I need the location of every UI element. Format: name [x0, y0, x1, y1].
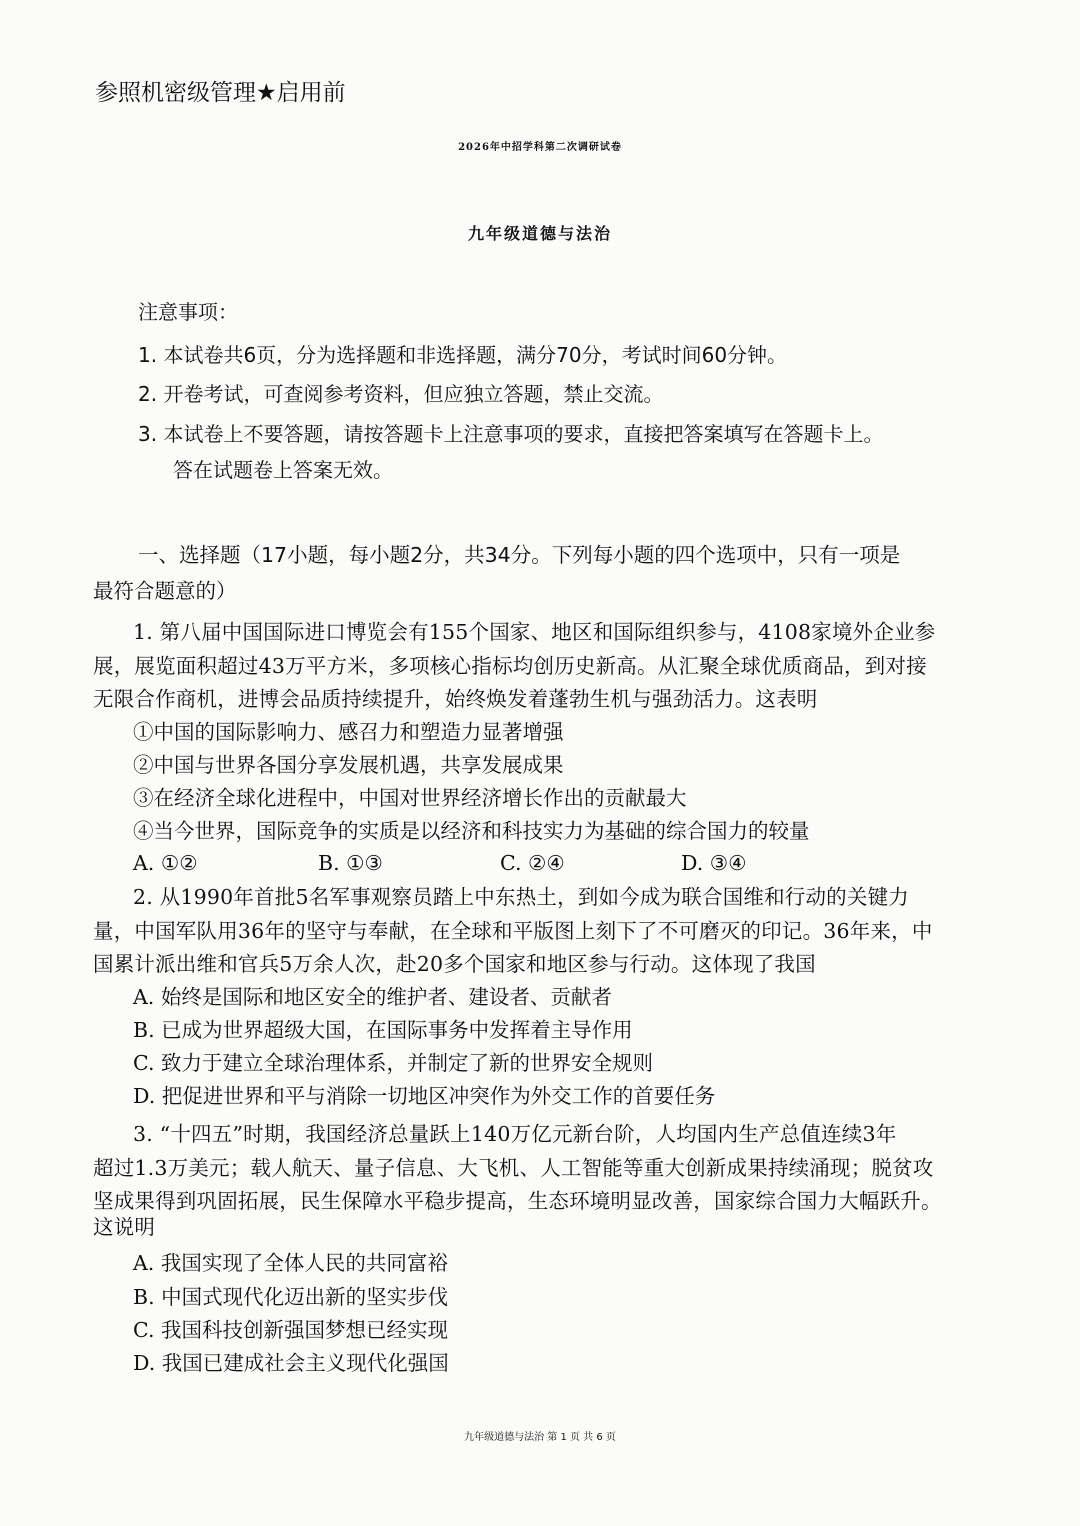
question-1-statement: ②中国与世界各国分享发展机遇，共享发展成果	[133, 753, 564, 777]
question-2-option-a: A. 始终是国际和地区安全的维护者、建设者、贡献者	[133, 985, 612, 1009]
question-1-option-d: D. ③④	[681, 851, 747, 875]
question-3-option-d: D. 我国已建成社会主义现代化强国	[133, 1351, 449, 1375]
question-1-stem: 展，展览面积超过43万平方米，多项核心指标均创历史新高。从汇聚全球优质商品，到对接	[93, 654, 927, 678]
question-3-option-a: A. 我国实现了全体人民的共同富裕	[133, 1251, 448, 1275]
question-2-stem: 国累计派出维和官兵5万余人次，赴20多个国家和地区参与行动。这体现了我国	[93, 952, 816, 976]
notice-item: 2. 开卷考试，可查阅参考资料，但应独立答题，禁止交流。	[138, 382, 664, 406]
question-3-stem: 这说明	[93, 1215, 156, 1239]
question-2-stem: 量，中国军队用36年的坚守与奉献，在全球和平版图上刻下了不可磨灭的印记。36年来，中	[93, 919, 933, 943]
subject-title: 九年级道德与法治	[467, 224, 612, 243]
notice-item: 1. 本试卷共6页，分为选择题和非选择题，满分70分，考试时间60分钟。	[138, 343, 788, 367]
question-2-option-d: D. 把促进世界和平与消除一切地区冲突作为外交工作的首要任务	[133, 1084, 716, 1108]
question-3-stem: 坚成果得到巩固拓展，民生保障水平稳步提高，生态环境明显改善，国家综合国力大幅跃升。	[93, 1189, 942, 1213]
notice-item: 答在试题卷上答案无效。	[173, 458, 393, 482]
question-1-statement: ③在经济全球化进程中，中国对世界经济增长作出的贡献最大	[133, 786, 687, 810]
notice-item: 3. 本试卷上不要答题，请按答题卡上注意事项的要求，直接把答案填写在答题卡上。	[138, 422, 884, 446]
question-3-stem: 超过1.3万美元；载人航天、量子信息、大飞机、人工智能等重大创新成果持续涌现；脱贫攻	[93, 1156, 934, 1180]
notice-heading: 注意事项：	[138, 300, 238, 324]
question-1-option-b: B. ①③	[318, 851, 383, 875]
question-1-option-a: A. ①②	[133, 851, 198, 875]
question-2-option-c: C. 致力于建立全球治理体系，并制定了新的世界安全规则	[133, 1051, 653, 1075]
question-1-stem: 无限合作商机，进博会品质持续提升，始终焕发着蓬勃生机与强劲活力。这表明	[93, 687, 818, 711]
question-3-option-b: B. 中国式现代化迈出新的坚实步伐	[133, 1285, 449, 1309]
question-1-option-c: C. ②④	[500, 851, 565, 875]
question-3-option-c: C. 我国科技创新强国梦想已经实现	[133, 1318, 448, 1342]
page-footer: 九年级道德与法治 第 1 页 共 6 页	[464, 1432, 616, 1443]
section-heading-cont: 最符合题意的）	[93, 579, 237, 603]
question-2-stem: 2. 从1990年首批5名军事观察员踏上中东热土，到如今成为联合国维和行动的关键力	[133, 885, 909, 909]
section-heading: 一、选择题（17小题，每小题2分，共34分。下列每小题的四个选项中，只有一项是	[138, 543, 901, 567]
question-1-statement: ①中国的国际影响力、感召力和塑造力显著增强	[133, 720, 564, 744]
question-1-statement: ④当今世界，国际竞争的实质是以经济和科技实力为基础的综合国力的较量	[133, 819, 810, 843]
exam-title: 2026年中招学科第二次调研试卷	[458, 142, 622, 153]
question-2-option-b: B. 已成为世界超级大国，在国际事务中发挥着主导作用	[133, 1018, 633, 1042]
confidential-label: 参照机密级管理★启用前	[95, 80, 346, 106]
question-1-stem: 1. 第八届中国国际进口博览会有155个国家、地区和国际组织参与，4108家境外企业参	[133, 620, 936, 644]
question-3-stem: 3. “十四五”时期，我国经济总量跃上140万亿元新台阶，人均国内生产总值连续3年	[133, 1122, 897, 1146]
